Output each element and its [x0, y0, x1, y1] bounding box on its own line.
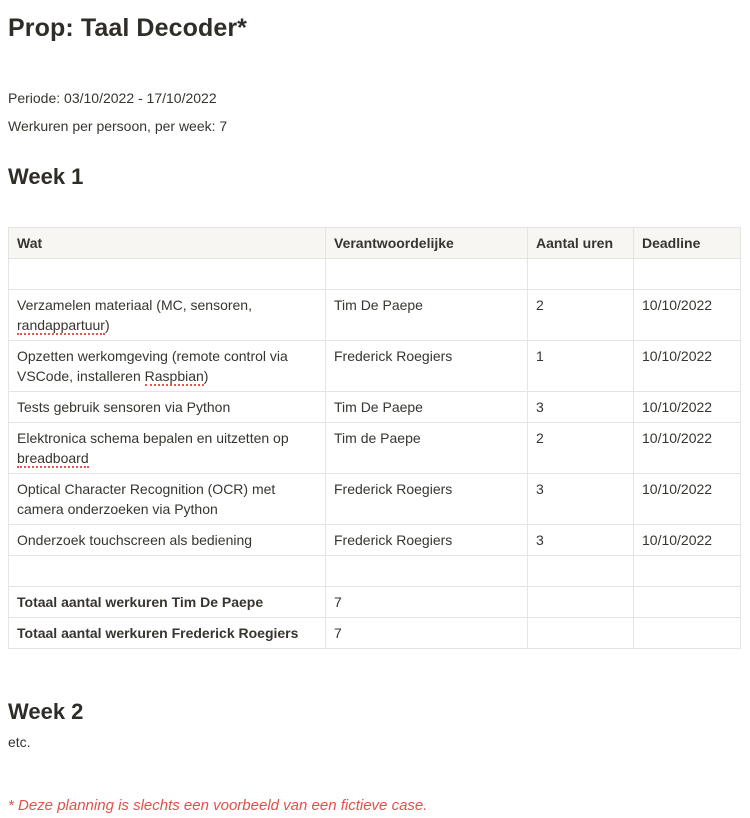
table-row [9, 556, 741, 587]
column-header-verantwoordelijke: Verantwoordelijke [326, 228, 528, 259]
table-cell-wat [9, 259, 326, 290]
table-cell-verantwoordelijke: Tim de Paepe [326, 423, 528, 474]
table-cell-aantal-uren: 2 [528, 290, 634, 341]
table-cell-verantwoordelijke: Frederick Roegiers [326, 525, 528, 556]
table-cell-verantwoordelijke [326, 556, 528, 587]
table-cell-wat: Tests gebruik sensoren via Python [9, 392, 326, 423]
table-cell-aantal-uren: 3 [528, 392, 634, 423]
table-cell-deadline: 10/10/2022 [634, 474, 741, 525]
table-cell-deadline: 10/10/2022 [634, 341, 741, 392]
column-header-wat: Wat [9, 228, 326, 259]
column-header-deadline: Deadline [634, 228, 741, 259]
week1-table [8, 227, 741, 649]
table-row [9, 392, 741, 423]
table-cell-wat: Verzamelen materiaal (MC, sensoren, randappartuur) [9, 290, 326, 341]
column-header-aantal-uren: Aantal uren [528, 228, 634, 259]
table-cell-deadline: 10/10/2022 [634, 392, 741, 423]
table-cell-aantal-uren [528, 618, 634, 649]
table-cell-wat: Optical Character Recognition (OCR) met camera onderzoeken via Python [9, 474, 326, 525]
table-row [9, 474, 741, 525]
week2-body: etc. [8, 734, 31, 750]
table-cell-aantal-uren: 3 [528, 474, 634, 525]
table-cell-deadline [634, 618, 741, 649]
footnote: * Deze planning is slechts een voorbeeld van een fictieve case. [8, 797, 428, 814]
table-row [9, 525, 741, 556]
table-row [9, 341, 741, 392]
misspelled-word: randappartuur [17, 317, 105, 333]
table-cell-aantal-uren: 3 [528, 525, 634, 556]
table-cell-verantwoordelijke: Frederick Roegiers [326, 341, 528, 392]
table-cell-wat: Totaal aantal werkuren Frederick Roegiers [9, 618, 326, 649]
table-cell-verantwoordelijke: Tim De Paepe [326, 290, 528, 341]
table-cell-wat: Totaal aantal werkuren Tim De Paepe [9, 587, 326, 618]
table-cell-wat: Onderzoek touchscreen als bediening [9, 525, 326, 556]
table-cell-aantal-uren [528, 556, 634, 587]
table-cell-aantal-uren: 1 [528, 341, 634, 392]
table-cell-wat: Elektronica schema bepalen en uitzetten op breadboard [9, 423, 326, 474]
table-cell-deadline [634, 587, 741, 618]
misspelled-word: breadboard [17, 450, 89, 466]
table-row [9, 290, 741, 341]
week2-heading: Week 2 [8, 699, 84, 724]
table-body [9, 259, 741, 649]
table-cell-verantwoordelijke: Tim De Paepe [326, 392, 528, 423]
table-cell-wat [9, 556, 326, 587]
table-cell-deadline [634, 556, 741, 587]
table-row [9, 587, 741, 618]
table-cell-deadline: 10/10/2022 [634, 423, 741, 474]
table-row [9, 618, 741, 649]
page-title: Prop: Taal Decoder* [8, 14, 247, 42]
table-cell-aantal-uren [528, 587, 634, 618]
table-cell-deadline: 10/10/2022 [634, 290, 741, 341]
table-cell-wat: Opzetten werkomgeving (remote control via VSCode, installeren Raspbian) [9, 341, 326, 392]
table-cell-aantal-uren [528, 259, 634, 290]
table-cell-verantwoordelijke: 7 [326, 618, 528, 649]
table-cell-deadline: 10/10/2022 [634, 525, 741, 556]
table-row [9, 423, 741, 474]
table-cell-verantwoordelijke: 7 [326, 587, 528, 618]
misspelled-word: Raspbian [144, 368, 204, 384]
table-cell-aantal-uren: 2 [528, 423, 634, 474]
period-line: Periode: 03/10/2022 - 17/10/2022 [8, 90, 217, 106]
table-cell-verantwoordelijke [326, 259, 528, 290]
week1-heading: Week 1 [8, 164, 84, 189]
hours-per-week-line: Werkuren per persoon, per week: 7 [8, 118, 228, 134]
table-row [9, 259, 741, 290]
table-cell-verantwoordelijke: Frederick Roegiers [326, 474, 528, 525]
table-cell-deadline [634, 259, 741, 290]
table-header-row [9, 228, 741, 259]
